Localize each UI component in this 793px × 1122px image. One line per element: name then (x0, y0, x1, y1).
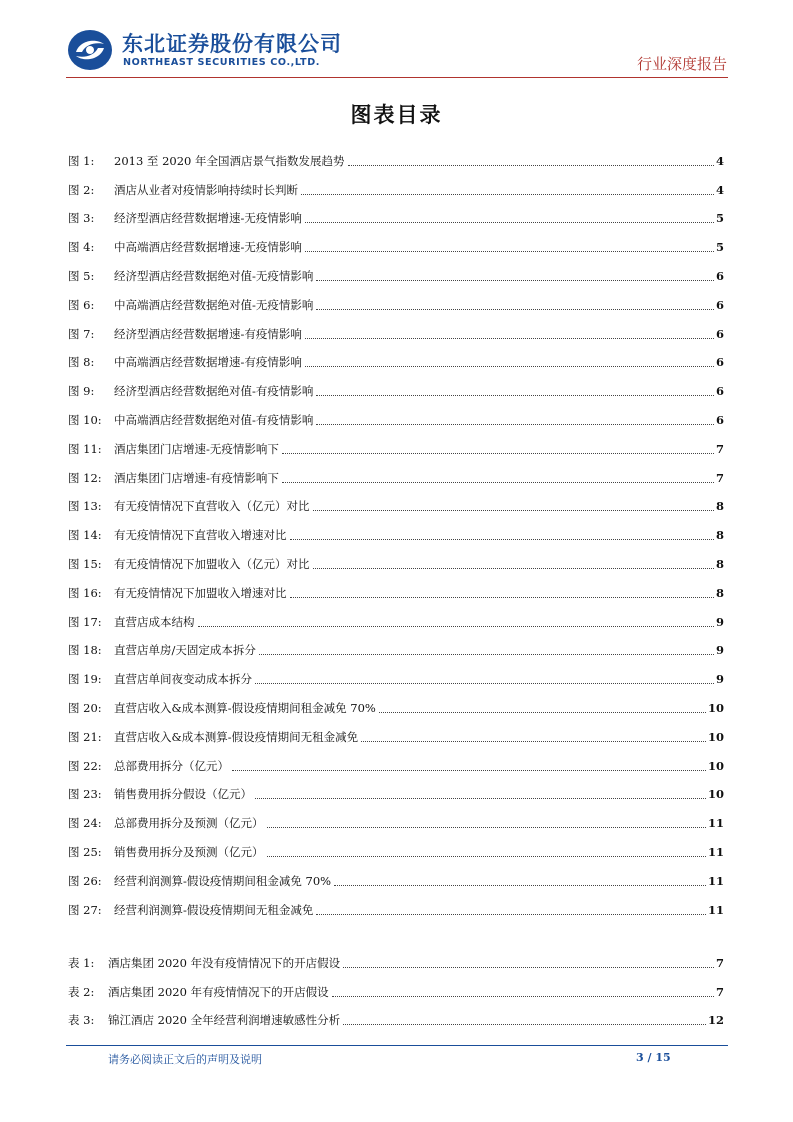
entry-label: 图 26: (68, 873, 102, 888)
entry-page-number: 6 (715, 326, 724, 341)
dot-leader (305, 251, 714, 252)
dot-leader (316, 280, 714, 281)
entry-title: 总部费用拆分（亿元） (114, 758, 229, 773)
entry-page-number: 6 (715, 268, 724, 283)
entry-title: 销售费用拆分及预测（亿元） (114, 844, 264, 859)
figure-entry[interactable] (68, 260, 724, 289)
figure-entry[interactable] (68, 577, 724, 606)
entry-title: 酒店集团门店增速-无疫情影响下 (114, 441, 279, 456)
entry-label: 表 1: (68, 955, 95, 970)
figure-entry[interactable] (68, 865, 724, 894)
entry-label: 图 18: (68, 643, 102, 658)
entry-title: 酒店集团 2020 年没有疫情情况下的开店假设 (108, 955, 341, 970)
entry-title: 销售费用拆分假设（亿元） (114, 787, 252, 802)
entry-page-number: 9 (715, 672, 724, 687)
figure-entry[interactable] (68, 433, 724, 462)
entry-title: 总部费用拆分及预测（亿元） (114, 816, 264, 831)
entry-title: 经营利润测算-假设疫情期间租金减免 70% (114, 873, 332, 888)
figure-entry[interactable] (68, 807, 724, 836)
entry-label: 图 20: (68, 700, 102, 715)
entry-page-number: 10 (707, 787, 724, 802)
entry-label: 图 6: (68, 297, 95, 312)
entry-page-number: 6 (715, 412, 724, 427)
footer-divider (66, 1045, 728, 1046)
entry-page-number: 9 (715, 614, 724, 629)
entry-label: 图 24: (68, 816, 102, 831)
entry-label: 图 4: (68, 240, 95, 255)
entry-label: 图 23: (68, 787, 102, 802)
entry-title: 2013 至 2020 年全国酒店景气指数发展趋势 (114, 153, 345, 168)
entry-page-number: 11 (707, 844, 724, 859)
header-divider (66, 77, 728, 78)
figure-entry[interactable] (68, 289, 724, 318)
figure-entry[interactable] (68, 318, 724, 347)
figure-entry[interactable] (68, 347, 724, 376)
figure-entry[interactable] (68, 635, 724, 664)
dot-leader (305, 222, 714, 223)
entry-page-number: 10 (707, 700, 724, 715)
entry-label: 图 9: (68, 384, 95, 399)
entry-page-number: 9 (715, 643, 724, 658)
entry-label: 图 2: (68, 182, 95, 197)
figure-entry[interactable] (68, 894, 724, 923)
entry-title: 中高端酒店经营数据增速-有疫情影响 (114, 355, 302, 370)
entry-page-number: 4 (715, 153, 724, 168)
report-type: 行业深度报告 (636, 55, 727, 73)
entry-page-number: 11 (707, 873, 724, 888)
company-name-en: NORTHEAST SECURITIES CO.,LTD. (123, 57, 321, 68)
figure-entry[interactable] (68, 779, 724, 808)
dot-leader (343, 1024, 706, 1025)
entry-title: 经济型酒店经营数据绝对值-无疫情影响 (114, 268, 314, 283)
entry-label: 图 21: (68, 729, 102, 744)
entry-label: 图 1: (68, 153, 95, 168)
entry-label: 图 17: (68, 614, 102, 629)
dot-leader (232, 770, 706, 771)
dot-leader (267, 856, 706, 857)
entry-title: 中高端酒店经营数据绝对值-有疫情影响 (114, 412, 314, 427)
page-number: 3 / 15 (636, 1051, 671, 1064)
entry-title: 经济型酒店经营数据绝对值-有疫情影响 (114, 384, 314, 399)
figure-entry[interactable] (68, 491, 724, 520)
dot-leader (290, 539, 714, 540)
entry-label: 图 22: (68, 758, 102, 773)
entry-label: 图 14: (68, 528, 102, 543)
figure-entry[interactable] (68, 663, 724, 692)
entry-title: 有无疫情情况下加盟收入（亿元）对比 (114, 556, 310, 571)
page-title: 图表目录 (350, 103, 443, 127)
entry-title: 直营店成本结构 (114, 614, 195, 629)
figure-entry[interactable] (68, 606, 724, 635)
entry-page-number: 7 (715, 470, 724, 485)
dot-leader (316, 424, 714, 425)
entry-title: 酒店集团门店增速-有疫情影响下 (114, 470, 279, 485)
entry-title: 直营店单间夜变动成本拆分 (114, 672, 252, 687)
figure-list (68, 145, 724, 923)
entry-label: 图 25: (68, 844, 102, 859)
dot-leader (267, 827, 706, 828)
figure-entry[interactable] (68, 836, 724, 865)
dot-leader (255, 683, 714, 684)
dot-leader (343, 967, 714, 968)
entry-label: 图 10: (68, 412, 102, 427)
dot-leader (316, 914, 706, 915)
entry-label: 图 3: (68, 211, 95, 226)
entry-page-number: 7 (715, 955, 724, 970)
entry-page-number: 6 (715, 355, 724, 370)
dot-leader (282, 482, 714, 483)
dot-leader (332, 996, 714, 997)
dot-leader (305, 338, 714, 339)
dot-leader (379, 712, 706, 713)
entry-title: 直营店收入&成本测算-假设疫情期间租金减免 70% (114, 700, 376, 715)
entry-title: 有无疫情情况下加盟收入增速对比 (114, 585, 287, 600)
entry-page-number: 6 (715, 297, 724, 312)
entry-title: 中高端酒店经营数据绝对值-无疫情影响 (114, 297, 314, 312)
dot-leader (316, 309, 714, 310)
figure-entry[interactable] (68, 462, 724, 491)
entry-title: 有无疫情情况下直营收入增速对比 (114, 528, 287, 543)
entry-title: 酒店从业者对疫情影响持续时长判断 (114, 182, 298, 197)
entry-label: 图 19: (68, 672, 102, 687)
entry-title: 锦江酒店 2020 全年经营利润增速敏感性分析 (108, 1013, 341, 1028)
entry-label: 图 11: (68, 441, 102, 456)
dot-leader (282, 453, 714, 454)
entry-page-number: 10 (707, 758, 724, 773)
page-header (0, 0, 793, 80)
entry-title: 酒店集团 2020 年有疫情情况下的开店假设 (108, 984, 329, 999)
dot-leader (301, 194, 714, 195)
entry-page-number: 6 (715, 384, 724, 399)
entry-page-number: 8 (715, 528, 724, 543)
entry-page-number: 8 (715, 556, 724, 571)
dot-leader (259, 654, 714, 655)
entry-page-number: 11 (707, 816, 724, 831)
entry-title: 直营店单房/天固定成本拆分 (114, 643, 256, 658)
figure-entry[interactable] (68, 203, 724, 232)
figure-entry[interactable] (68, 145, 724, 174)
entry-page-number: 11 (707, 902, 724, 917)
figure-entry[interactable] (68, 174, 724, 203)
entry-label: 图 8: (68, 355, 95, 370)
entry-page-number: 12 (707, 1013, 724, 1028)
entry-page-number: 7 (715, 441, 724, 456)
entry-label: 图 27: (68, 902, 102, 917)
dot-leader (313, 568, 714, 569)
entry-label: 表 2: (68, 984, 95, 999)
entry-label: 图 15: (68, 556, 102, 571)
figure-entry[interactable] (68, 404, 724, 433)
figure-entry[interactable] (68, 692, 724, 721)
entry-page-number: 5 (715, 240, 724, 255)
entry-page-number: 7 (715, 984, 724, 999)
dot-leader (348, 165, 714, 166)
entry-label: 图 5: (68, 268, 95, 283)
figure-entry[interactable] (68, 750, 724, 779)
figure-entry[interactable] (68, 375, 724, 404)
entry-label: 图 12: (68, 470, 102, 485)
figure-entry[interactable] (68, 519, 724, 548)
entry-label: 图 16: (68, 585, 102, 600)
table-list (68, 947, 724, 1033)
entry-title: 经营利润测算-假设疫情期间无租金减免 (114, 902, 314, 917)
entry-title: 直营店收入&成本测算-假设疫情期间无租金减免 (114, 729, 359, 744)
dot-leader (334, 885, 706, 886)
table-entry[interactable] (68, 1005, 724, 1034)
entry-label: 图 13: (68, 499, 102, 514)
company-name-cn: 东北证券股份有限公司 (122, 32, 342, 56)
entry-page-number: 4 (715, 182, 724, 197)
dot-leader (361, 741, 706, 742)
entry-title: 有无疫情情况下直营收入（亿元）对比 (114, 499, 310, 514)
footer-disclaimer-note: 请务必阅读正文后的声明及说明 (108, 1053, 262, 1066)
figure-entry[interactable] (68, 548, 724, 577)
figure-entry[interactable] (68, 231, 724, 260)
entry-label: 图 7: (68, 326, 95, 341)
dot-leader (290, 597, 714, 598)
dot-leader (305, 366, 714, 367)
dot-leader (198, 626, 714, 627)
northeast-securities-logo-icon (66, 28, 114, 72)
entry-label: 表 3: (68, 1013, 95, 1028)
table-entry[interactable] (68, 976, 724, 1005)
entry-page-number: 10 (707, 729, 724, 744)
dot-leader (313, 510, 714, 511)
dot-leader (255, 798, 706, 799)
table-entry[interactable] (68, 947, 724, 976)
entry-page-number: 5 (715, 211, 724, 226)
entry-page-number: 8 (715, 585, 724, 600)
entry-title: 经济型酒店经营数据增速-无疫情影响 (114, 211, 302, 226)
entry-title: 经济型酒店经营数据增速-有疫情影响 (114, 326, 302, 341)
entry-page-number: 8 (715, 499, 724, 514)
dot-leader (316, 395, 714, 396)
entry-title: 中高端酒店经营数据增速-无疫情影响 (114, 240, 302, 255)
figure-entry[interactable] (68, 721, 724, 750)
